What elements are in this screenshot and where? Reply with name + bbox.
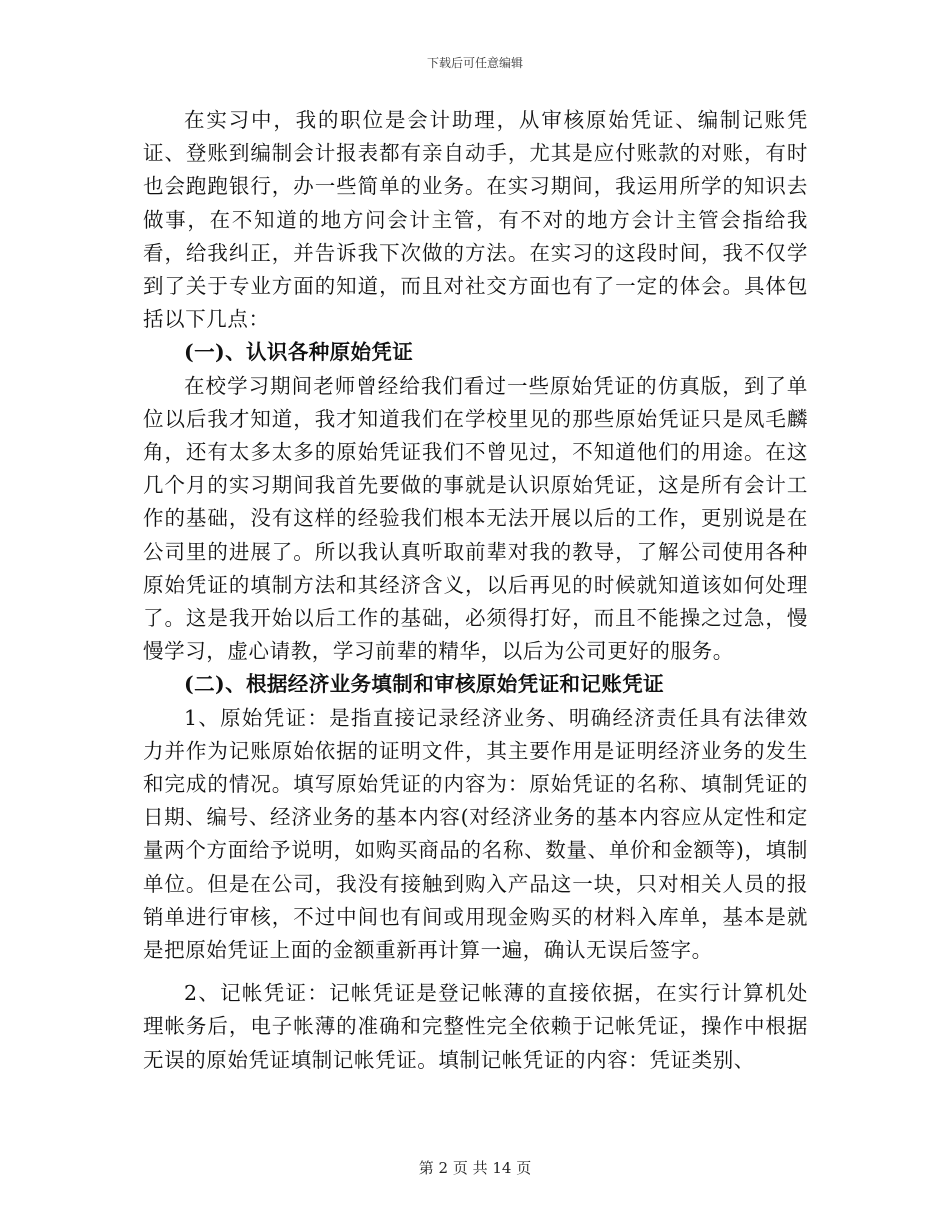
paragraph-internship-intro: 在实习中，我的职位是会计助理，从审核原始凭证、编制记账凭证、登账到编制会计报表都有亲自动手，尤其是应付账款的对账，有时也会跑跑银行，办一些简单的业务。在实习期间，我运用所学的知识去做事，在不知道的地方问会计主管，有不对的地方会计主管会指给我看，给我纠正，并告诉我下次做的方法。在实习的这段时间，我不仅学到了关于专业方面的知道，而且对社交方面也有了一定的体会。具体包括以下几点： <box>143 108 808 332</box>
paragraph-original-vouchers: 在校学习期间老师曾经给我们看过一些原始凭证的仿真版，到了单位以后我才知道，我才知道我们在学校里见的那些原始凭证只是凤毛麟角，还有太多太多的原始凭证我们不曾见过，不知道他们的用途。在这几个月的实习期间我首先要做的事就是认识原始凭证，这是所有会计工作的基础，没有这样的经验我们根本无法开展以后的工作，更别说是在公司里的进展了。所以我认真听取前辈对我的教导，了解公司使用各种原始凭证的填制方法和其经济含义，以后再见的时候就知道该如何处理了。这是我开始以后工作的基础，必须得打好，而且不能操之过急，慢慢学习，虚心请教，学习前辈的精华，以后为公司更好的服务。 <box>143 373 808 664</box>
page-footer: 第 2 页 共 14 页 <box>418 1159 532 1177</box>
section-heading-1: (一)、认识各种原始凭证 <box>184 340 414 365</box>
page-header: 下载后可任意编辑 <box>426 56 523 70</box>
section-heading-2: (二)、根据经济业务填制和审核原始凭证和记账凭证 <box>184 672 664 697</box>
paragraph-original-voucher-definition: 1、原始凭证：是指直接记录经济业务、明确经济责任具有法律效力并作为记账原始依据的证明文件，其主要作用是证明经济业务的发生和完成的情况。填写原始凭证的内容为：原始凭证的名称、填制凭证的日期、编号、经济业务的基本内容(对经济业务的基本内容应从定性和定量两个方面给予说明，如购买商品的名称、数量、单价和金额等)，填制单位。但是在公司，我没有接触到购入产品这一块，只对相关人员的报销单进行审核，不过中间也有间或用现金购买的材料入库单，基本是就是把原始凭证上面的金额重新再计算一遍，确认无误后签字。 <box>143 705 808 963</box>
document-body <box>143 104 808 1077</box>
paragraph-accounting-voucher: 2、记帐凭证：记帐凭证是登记帐薄的直接依据，在实行计算机处理帐务后，电子帐薄的准确和完整性完全依赖于记帐凭证，操作中根据无误的原始凭证填制记帐凭证。填制记帐凭证的内容：凭证类别、 <box>143 981 808 1072</box>
